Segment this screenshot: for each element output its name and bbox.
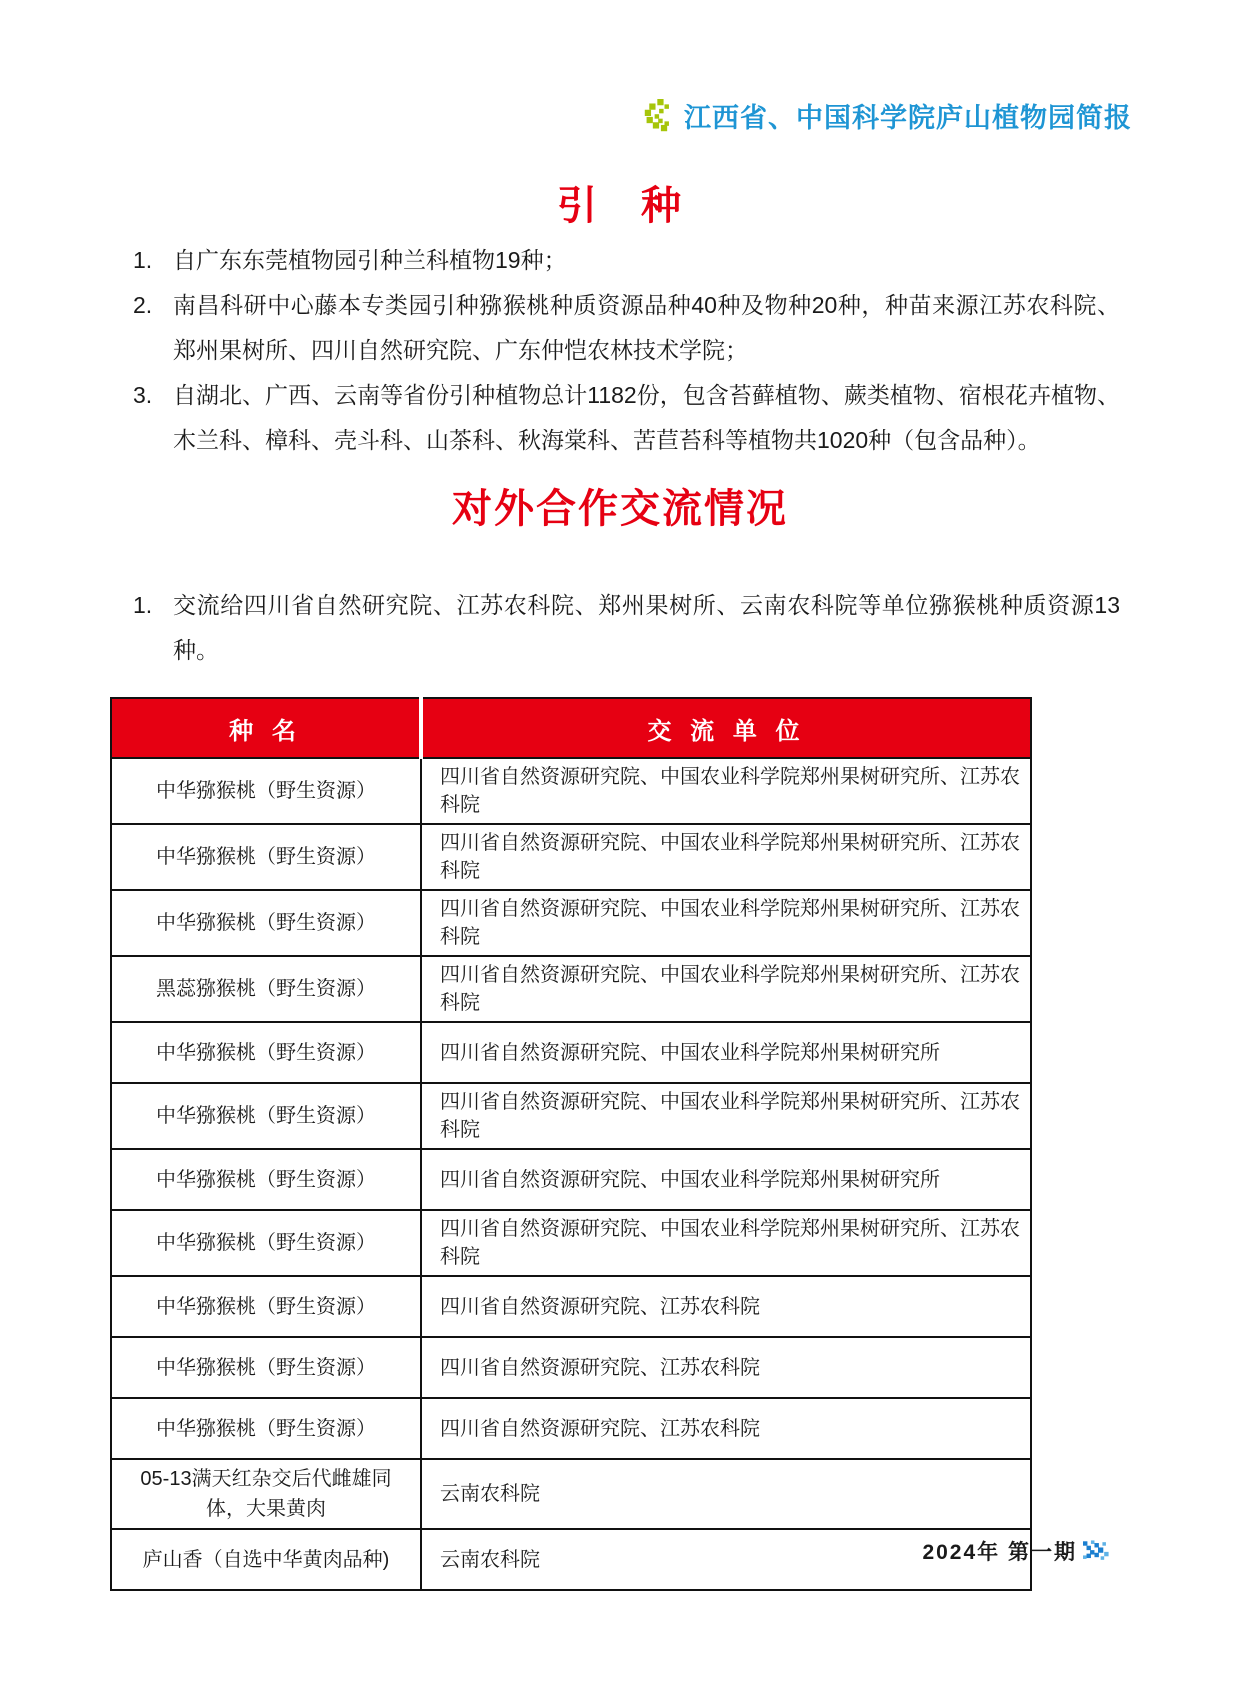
species-name-cell: 黑蕊猕猴桃（野生资源）: [111, 956, 421, 1022]
exchange-unit-cell: 四川省自然资源研究院、中国农业科学院郑州果树研究所、江苏农科院: [421, 758, 1031, 824]
table-row: [111, 956, 1031, 1022]
double-chevron-right-icon: [1083, 1539, 1113, 1563]
exchange-unit-cell: 四川省自然资源研究院、中国农业科学院郑州果树研究所、江苏农科院: [421, 1083, 1031, 1149]
header-brand: [643, 96, 1132, 135]
table-row: [111, 1083, 1031, 1149]
table-row: [111, 1529, 1031, 1590]
table-row: [111, 1210, 1031, 1276]
exchange-unit-cell: 四川省自然资源研究院、中国农业科学院郑州果树研究所、江苏农科院: [421, 956, 1031, 1022]
footer-issue: 2024年 第一期: [922, 1541, 1077, 1564]
exchange-unit-cell: 四川省自然资源研究院、中国农业科学院郑州果树研究所、江苏农科院: [421, 1210, 1031, 1276]
species-name-cell: 05-13满天红杂交后代雌雄同体，大果黄肉: [111, 1459, 421, 1529]
exchange-unit-cell: 四川省自然资源研究院、江苏农科院: [421, 1398, 1031, 1459]
table-header-row: [111, 698, 1031, 758]
table-row: [111, 890, 1031, 956]
table-header-species: 种 名: [111, 698, 421, 758]
section-title-introduction: 引 种: [557, 184, 683, 228]
table-row: [111, 1337, 1031, 1398]
exchange-unit-cell: 云南农科院: [421, 1459, 1031, 1529]
list-item: [133, 583, 1120, 673]
footer: [922, 1536, 1113, 1566]
exchange-unit-cell: 四川省自然资源研究院、中国农业科学院郑州果树研究所: [421, 1022, 1031, 1083]
table-row: [111, 824, 1031, 890]
list-item-text: 自湖北、广西、云南等省份引种植物总计1182份，包含苔藓植物、蕨类植物、宿根花卉植物、木兰科、樟科、壳斗科、山茶科、秋海棠科、苦苣苔科等植物共1020种（包含品种）。: [173, 382, 1120, 453]
species-name-cell: 中华猕猴桃（野生资源）: [111, 1337, 421, 1398]
table-row: [111, 1276, 1031, 1337]
species-name-cell: 庐山香（自选中华黄肉品种): [111, 1529, 421, 1590]
exchange-unit-cell: 四川省自然资源研究院、江苏农科院: [421, 1337, 1031, 1398]
list-item: [133, 238, 1120, 283]
list-item-text: 南昌科研中心藤本专类园引种猕猴桃种质资源品种40种及物种20种，种苗来源江苏农科院、郑州果树所、四川自然研究院、广东仲恺农林技术学院；: [173, 292, 1120, 363]
exchange-unit-cell: 四川省自然资源研究院、中国农业科学院郑州果树研究所、江苏农科院: [421, 890, 1031, 956]
species-name-cell: 中华猕猴桃（野生资源）: [111, 1149, 421, 1210]
exchange-unit-cell: 四川省自然资源研究院、中国农业科学院郑州果树研究所、江苏农科院: [421, 824, 1031, 890]
species-name-cell: 中华猕猴桃（野生资源）: [111, 1210, 421, 1276]
species-name-cell: 中华猕猴桃（野生资源）: [111, 1022, 421, 1083]
table-row: [111, 1459, 1031, 1529]
list-item-number: 3.: [133, 382, 153, 408]
table-row: [111, 1149, 1031, 1210]
species-name-cell: 中华猕猴桃（野生资源）: [111, 1398, 421, 1459]
list-item: [133, 283, 1120, 373]
exchange-table: [110, 697, 1032, 1591]
table-row: [111, 758, 1031, 824]
brand-title: 江西省、中国科学院庐山植物园简报: [684, 103, 1132, 133]
exchange-unit-cell: 云南农科院: [421, 1529, 1031, 1590]
species-name-cell: 中华猕猴桃（野生资源）: [111, 758, 421, 824]
section-title-cooperation: 对外合作交流情况: [452, 487, 788, 531]
list-item-text: 自广东东莞植物园引种兰科植物19种；: [173, 247, 567, 273]
species-name-cell: 中华猕猴桃（野生资源）: [111, 824, 421, 890]
cooperation-list: [133, 583, 1120, 673]
species-name-cell: 中华猕猴桃（野生资源）: [111, 1276, 421, 1337]
table-header-unit: 交 流 单 位: [421, 698, 1031, 758]
list-item-number: 1.: [133, 247, 153, 273]
species-name-cell: 中华猕猴桃（野生资源）: [111, 890, 421, 956]
table-row: [111, 1022, 1031, 1083]
list-item: [133, 373, 1120, 463]
exchange-unit-cell: 四川省自然资源研究院、江苏农科院: [421, 1276, 1031, 1337]
exchange-unit-cell: 四川省自然资源研究院、中国农业科学院郑州果树研究所: [421, 1149, 1031, 1210]
pixel-c-logo-icon: [643, 98, 677, 134]
table-row: [111, 1398, 1031, 1459]
list-item-number: 2.: [133, 292, 153, 318]
list-item-number: 1.: [133, 592, 153, 618]
exchange-table-body: [111, 758, 1031, 1590]
introduction-list: [133, 238, 1120, 463]
list-item-text: 交流给四川省自然研究院、江苏农科院、郑州果树所、云南农科院等单位猕猴桃种质资源13种。: [173, 592, 1120, 663]
species-name-cell: 中华猕猴桃（野生资源）: [111, 1083, 421, 1149]
